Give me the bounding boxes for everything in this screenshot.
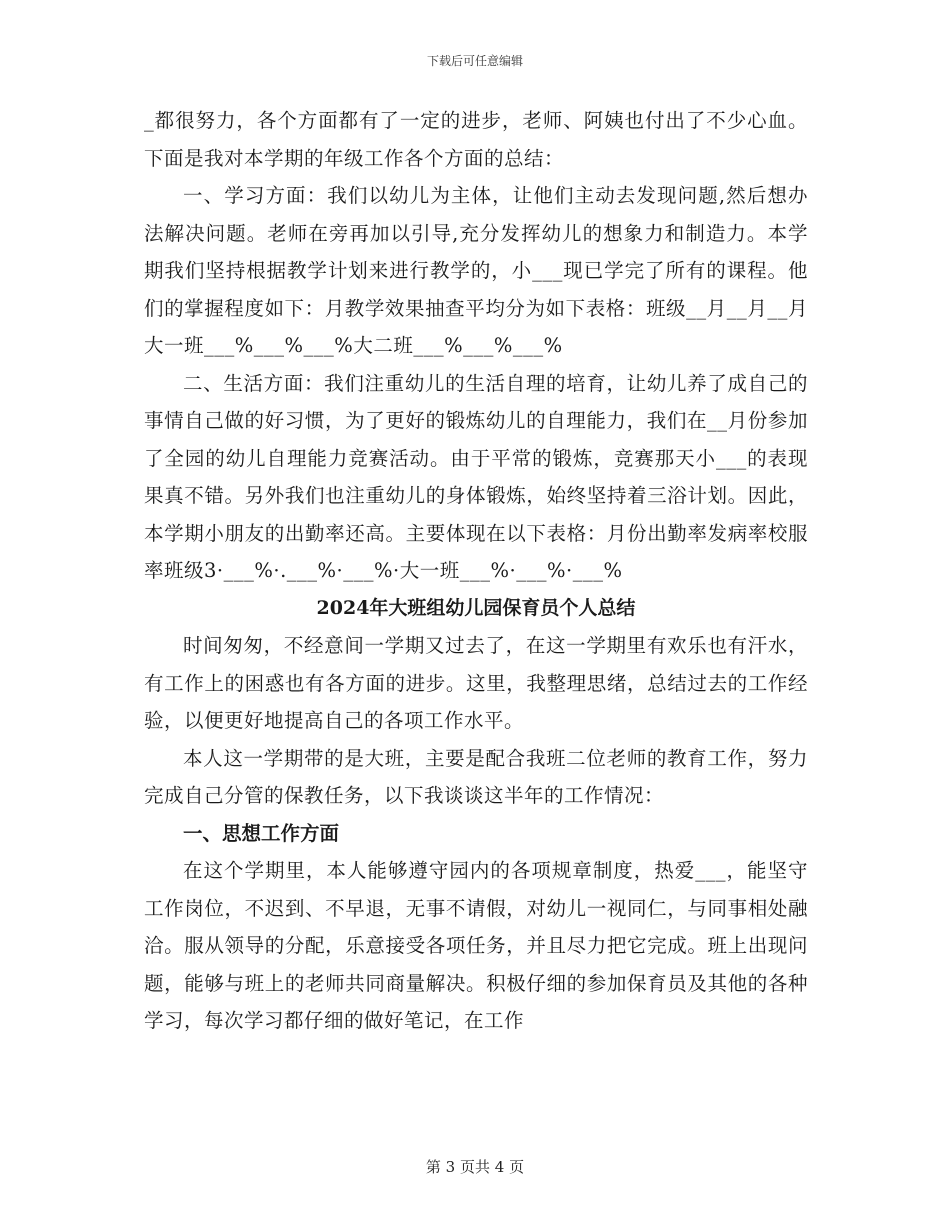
paragraph-intro: 时间匆匆，不经意间一学期又过去了，在这一学期里有欢乐也有汗水，有工作上的困惑也有各方面的进步。这里，我整理思绪，总结过去的工作经验，以便更好地提高自己的各项工作水平。 bbox=[144, 634, 808, 732]
subheading-ideology: 一、思想工作方面 bbox=[183, 821, 340, 845]
paragraph-role: 本人这一学期带的是大班，主要是配合我班二位老师的教育工作，努力完成自己分管的保教任务，以下我谈谈这半年的工作情况： bbox=[144, 746, 808, 807]
paragraph-continuation: _都很努力，各个方面都有了一定的进步，老师、阿姨也付出了不少心血。下面是我对本学期的年级工作各个方面的总结： bbox=[144, 109, 808, 170]
document-body bbox=[144, 102, 808, 1040]
page-footer: 第 3 页共 4 页 bbox=[425, 1158, 525, 1176]
paragraph-ideology: 在这个学期里，本人能够遵守园内的各项规章制度，热爱___，能坚守工作岗位，不迟到、不早退，无事不请假，对幼儿一视同仁，与同事相处融洽。服从领导的分配，乐意接受各项任务，并且尽力把它完成。班上出现问题，能够与班上的老师共同商量解决。积极仔细的参加保育员及其他的各种学习，每次学习都仔细的做好笔记，在工作 bbox=[144, 859, 808, 1032]
paragraph-study: 一、学习方面：我们以幼儿为主体，让他们主动去发现问题,然后想办法解决问题。老师在旁再加以引导,充分发挥幼儿的想象力和制造力。本学期我们坚持根据教学计划来进行教学的，小___现已学完了所有的课程。他们的掌握程度如下：月教学效果抽查平均分为如下表格：班级__月__月__月大一班___%___%___%大二班___%___%___% bbox=[144, 184, 808, 357]
section-title: 2024年大班组幼儿园保育员个人总结 bbox=[316, 596, 636, 619]
page-header: 下载后可任意编辑 bbox=[426, 54, 523, 68]
paragraph-life: 二、生活方面：我们注重幼儿的生活自理的培育，让幼儿养了成自己的事情自己做的好习惯，为了更好的锻炼幼儿的自理能力，我们在__月份参加了全园的幼儿自理能力竞赛活动。由于平常的锻炼，竞赛那天小___的表现果真不错。另外我们也注重幼儿的身体锻炼，始终坚持着三浴计划。因此，本学期小朋友的出勤率还高。主要体现在以下表格：月份出勤率发病率校服率班级3·___%·.___%·___%·大一班___%·___%·___% bbox=[144, 371, 808, 582]
